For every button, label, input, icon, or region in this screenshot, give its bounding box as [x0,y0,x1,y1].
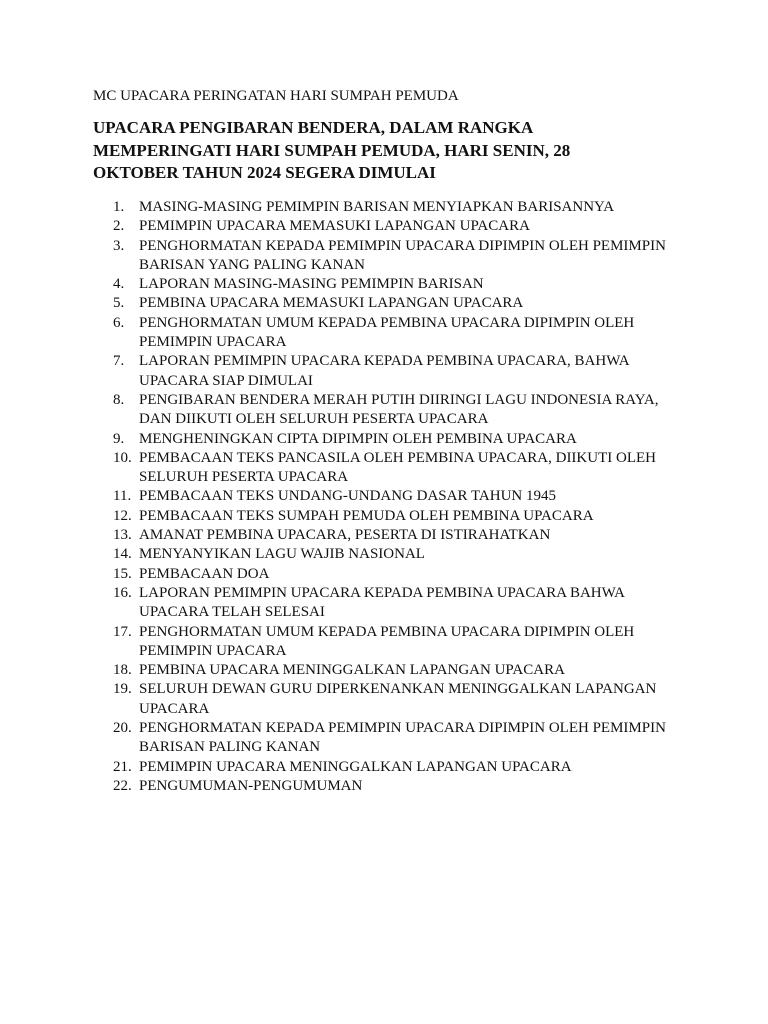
list-item-number: 9. [113,430,125,447]
list-item-text: LAPORAN MASING-MASING PEMIMPIN BARISAN [139,276,484,293]
list-item [93,237,673,276]
list-item [93,777,673,796]
list-item [93,680,673,719]
list-item-text: AMANAT PEMBINA UPACARA, PESERTA DI ISTIRAHATKAN [139,527,551,544]
list-item-text: MENGHENINGKAN CIPTA DIPIMPIN OLEH PEMBINA UPACARA [139,430,577,447]
list-item-text: PENGHORMATAN KEPADA PEMIMPIN UPACARA DIPIMPIN OLEH PEMIMPIN BARISAN YANG PALING KANAN [139,237,666,273]
list-item-number: 5. [113,295,125,312]
list-item-text: PEMBACAAN TEKS UNDANG-UNDANG DASAR TAHUN 1945 [139,488,557,505]
list-item-number: 13. [113,527,132,544]
document-title: UPACARA PENGIBARAN BENDERA, DALAM RANGKA MEMPERINGATI HARI SUMPAH PEMUDA, HARI SENIN, 28 OKTOBER TAHUN 2024 SEGERA DIMULAI [93,118,571,182]
list-item-number: 22. [113,777,132,794]
ceremony-steps-list [93,198,673,796]
list-item-text: SELURUH DEWAN GURU DIPERKENANKAN MENINGGALKAN LAPANGAN UPACARA [139,681,657,717]
list-item-number: 10. [113,449,132,466]
list-item-number: 14. [113,546,132,563]
list-item-number: 8. [113,391,125,408]
list-item-text: PENGUMUMAN-PENGUMUMAN [139,777,363,794]
list-item [93,294,673,313]
list-item-text: PEMIMPIN UPACARA MEMASUKI LAPANGAN UPACARA [139,218,530,235]
list-item-text: PENGHORMATAN UMUM KEPADA PEMBINA UPACARA DIPIMPIN OLEH PEMIMPIN UPACARA [139,314,635,351]
list-item-number: 16. [113,584,132,601]
list-item-text: PEMBINA UPACARA MENINGGALKAN LAPANGAN UPACARA [139,662,565,679]
list-item-number: 18. [113,662,132,679]
list-item [93,487,673,506]
list-item-number: 12. [113,507,132,524]
list-item-number: 11. [113,488,132,505]
document-subtitle: MC UPACARA PERINGATAN HARI SUMPAH PEMUDA [93,88,459,104]
list-item [93,526,673,545]
list-item-number: 3. [113,237,125,254]
list-item [93,507,673,526]
list-item [93,314,673,353]
list-item-text: LAPORAN PEMIMPIN UPACARA KEPADA PEMBINA UPACARA, BAHWA UPACARA SIAP DIMULAI [139,353,629,389]
list-item-text: PEMIMPIN UPACARA MENINGGALKAN LAPANGAN UPACARA [139,758,572,775]
list-item [93,198,673,217]
list-item-number: 1. [113,199,125,215]
list-item [93,584,673,623]
list-item [93,449,673,488]
list-item [93,352,673,391]
list-item-text: MENYANYIKAN LAGU WAJIB NASIONAL [139,546,425,563]
list-item-text: PEMBACAAN TEKS SUMPAH PEMUDA OLEH PEMBINA UPACARA [139,507,594,524]
list-item [93,217,673,236]
list-item-number: 6. [113,314,125,331]
list-item-text: PEMBINA UPACARA MEMASUKI LAPANGAN UPACARA [139,295,524,312]
list-item-number: 17. [113,623,132,640]
list-item-text: PENGIBARAN BENDERA MERAH PUTIH DIIRINGI LAGU INDONESIA RAYA, DAN DIIKUTI OLEH SELURUH PESERTA UPACARA [139,391,659,428]
list-item [93,661,673,680]
list-item-text: MASING-MASING PEMIMPIN BARISAN MENYIAPKAN BARISANNYA [139,199,615,215]
list-item [93,391,673,430]
list-item [93,565,673,584]
list-item-text: LAPORAN PEMIMPIN UPACARA KEPADA PEMBINA UPACARA BAHWA UPACARA TELAH SELESAI [139,584,625,621]
list-item-text: PENGHORMATAN UMUM KEPADA PEMBINA UPACARA DIPIMPIN OLEH PEMIMPIN UPACARA [139,623,635,659]
list-item [93,275,673,294]
list-item [93,430,673,449]
list-item-text: PEMBACAAN DOA [139,565,270,582]
list-item-number: 19. [113,681,132,698]
list-item-number: 15. [113,565,132,582]
list-item-text: PEMBACAAN TEKS PANCASILA OLEH PEMBINA UPACARA, DIIKUTI OLEH SELURUH PESERTA UPACARA [139,449,656,486]
list-item-number: 7. [113,353,125,370]
list-item-text: PENGHORMATAN KEPADA PEMIMPIN UPACARA DIPIMPIN OLEH PEMIMPIN BARISAN PALING KANAN [139,720,666,756]
list-item [93,623,673,662]
list-item-number: 20. [113,720,132,737]
list-item-number: 21. [113,758,132,775]
list-item [93,545,673,564]
list-item [93,719,673,758]
list-item [93,758,673,777]
list-item-number: 4. [113,276,125,293]
list-item-number: 2. [113,218,125,235]
